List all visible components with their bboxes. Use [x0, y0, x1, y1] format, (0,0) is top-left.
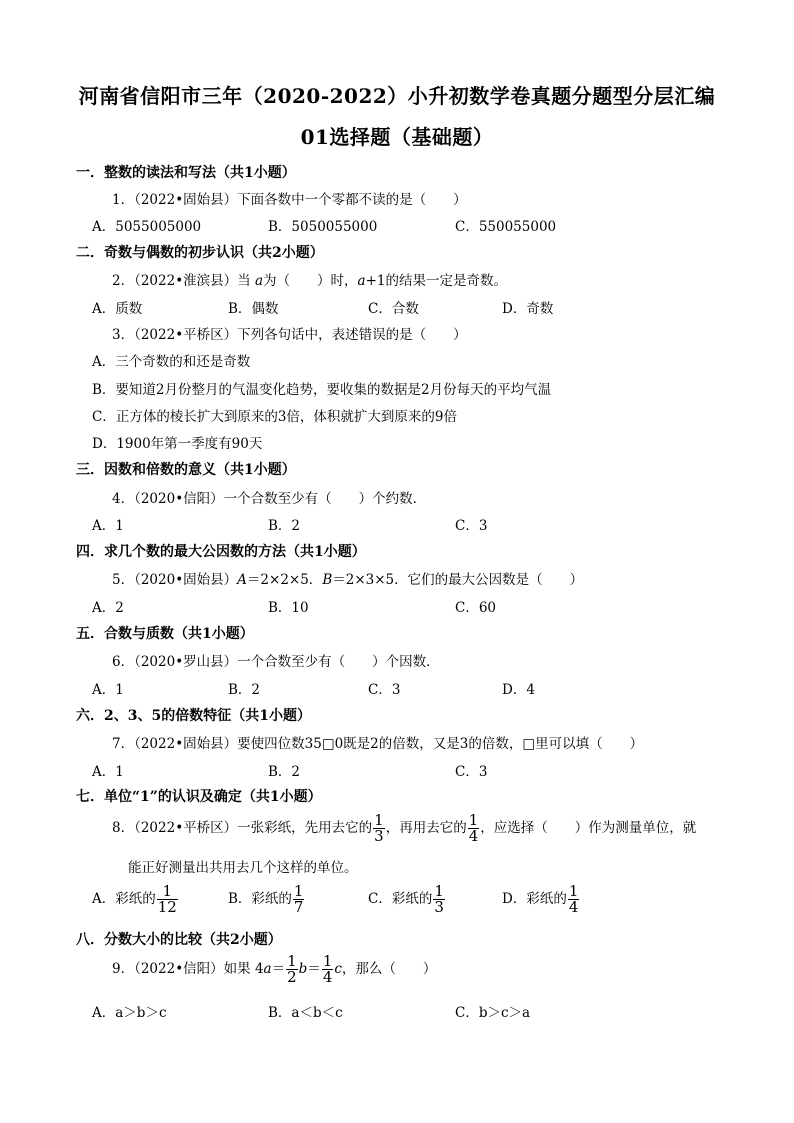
question-2: 2．（2022•淮滨县）当 a为（ ）时，a+1的结果一定是奇数。	[112, 273, 507, 289]
option-b: B．5050055000	[268, 219, 378, 235]
section-heading: 八．分数大小的比较（共2小题）	[76, 932, 282, 948]
section-heading: 七．单位“1”的认识及确定（共1小题）	[76, 789, 322, 805]
option-d: D．彩纸的 $\frac{1}{4}$	[502, 882, 579, 916]
question-6: 6．（2020•罗山县）一个合数至少有（ ）个因数．	[112, 654, 440, 670]
option-b: B．2	[268, 764, 301, 780]
question-3: 3．（2022•平桥区）下列各句话中，表述错误的是（ ）	[112, 327, 467, 343]
fraction: $\frac{1}{2}$	[287, 952, 297, 986]
option-a: A．1	[92, 518, 124, 534]
option-c: C．合数	[368, 301, 419, 317]
option-a: A．a＞b＞c	[92, 1005, 167, 1021]
question-7: 7．（2022•固始县）要使四位数35□0既是2的倍数，又是3的倍数，□里可以填（ ）	[112, 736, 644, 752]
option-b: B．2	[268, 518, 301, 534]
option-c: C．60	[455, 600, 497, 616]
section-heading: 五．合数与质数（共1小题）	[76, 626, 254, 642]
question-5: 5．（2020•固始县）A＝2×2×5．B＝2×3×5．它们的最大公因数是（ ）	[112, 572, 584, 588]
section-heading: 六．2、3、5的倍数特征（共1小题）	[76, 708, 311, 724]
option-c: C．3	[455, 518, 488, 534]
option-a: A．1	[92, 682, 124, 698]
question-4: 4．（2020•信阳）一个合数至少有（ ）个约数．	[112, 491, 427, 507]
document-title: 河南省信阳市三年（2020-2022）小升初数学卷真题分题型分层汇编	[78, 84, 716, 108]
option-b: B．2	[228, 682, 261, 698]
option-d: D．4	[502, 682, 535, 698]
option-b: B．10	[268, 600, 309, 616]
option-a: A．5055005000	[92, 219, 202, 235]
section-heading: 一．整数的读法和写法（共1小题）	[76, 165, 296, 181]
question-8: 8．（2022•平桥区）一张彩纸，先用去它的 $\frac{1}{3}$ ，再用去它的 $\frac{1}{4}$ ，应选择（ ）作为测量单位，就	[112, 811, 697, 845]
option-c: C．彩纸的 $\frac{1}{3}$	[368, 882, 444, 916]
fraction: $\frac{1}{4}$	[568, 882, 579, 916]
fraction: $\frac{1}{3}$	[434, 882, 444, 916]
option-d: D．奇数	[502, 301, 554, 317]
option-b: B．a＜b＜c	[268, 1005, 343, 1021]
question-8-continuation: 能正好测量出共用去几个这样的单位。	[128, 860, 358, 876]
option-c: C．正方体的棱长扩大到原来的3倍，体积就扩大到原来的9倍	[92, 409, 458, 425]
section-heading: 三．因数和倍数的意义（共1小题）	[76, 462, 296, 478]
option-b: B．偶数	[228, 301, 279, 317]
option-c: C．3	[368, 682, 401, 698]
section-heading: 四．求几个数的最大公因数的方法（共1小题）	[76, 544, 366, 560]
section-heading: 二．奇数与偶数的初步认识（共2小题）	[76, 245, 324, 261]
option-a: A．质数	[92, 301, 143, 317]
fraction: $\frac{1}{3}$	[374, 811, 384, 845]
fraction: $\frac{1}{7}$	[293, 882, 304, 916]
option-b: B．要知道2月份整月的气温变化趋势，要收集的数据是2月份每天的平均气温	[92, 382, 552, 398]
question-9: 9．（2022•信阳）如果 4a＝ $\frac{1}{2}$ b＝ $\frac{1}{4}$ c，那么（ ）	[112, 952, 437, 986]
option-a: A．三个奇数的和还是奇数	[92, 354, 251, 370]
document-subtitle: 01选择题（基础题）	[300, 125, 494, 149]
option-d: D．1900年第一季度有90天	[92, 436, 263, 452]
option-b: B．彩纸的 $\frac{1}{7}$	[228, 882, 304, 916]
option-c: C．3	[455, 764, 488, 780]
option-a: A．1	[92, 764, 124, 780]
option-c: C．b＞c＞a	[455, 1005, 531, 1021]
fraction: $\frac{1}{4}$	[468, 811, 479, 845]
question-1: 1．（2022•固始县）下面各数中一个零都不读的是（ ）	[112, 192, 467, 208]
option-a: A．彩纸的 $\frac{1}{12}$	[92, 882, 177, 916]
fraction: $\frac{1}{12}$	[157, 882, 177, 916]
option-a: A．2	[92, 600, 124, 616]
option-c: C．550055000	[455, 219, 557, 235]
fraction: $\frac{1}{4}$	[322, 952, 333, 986]
